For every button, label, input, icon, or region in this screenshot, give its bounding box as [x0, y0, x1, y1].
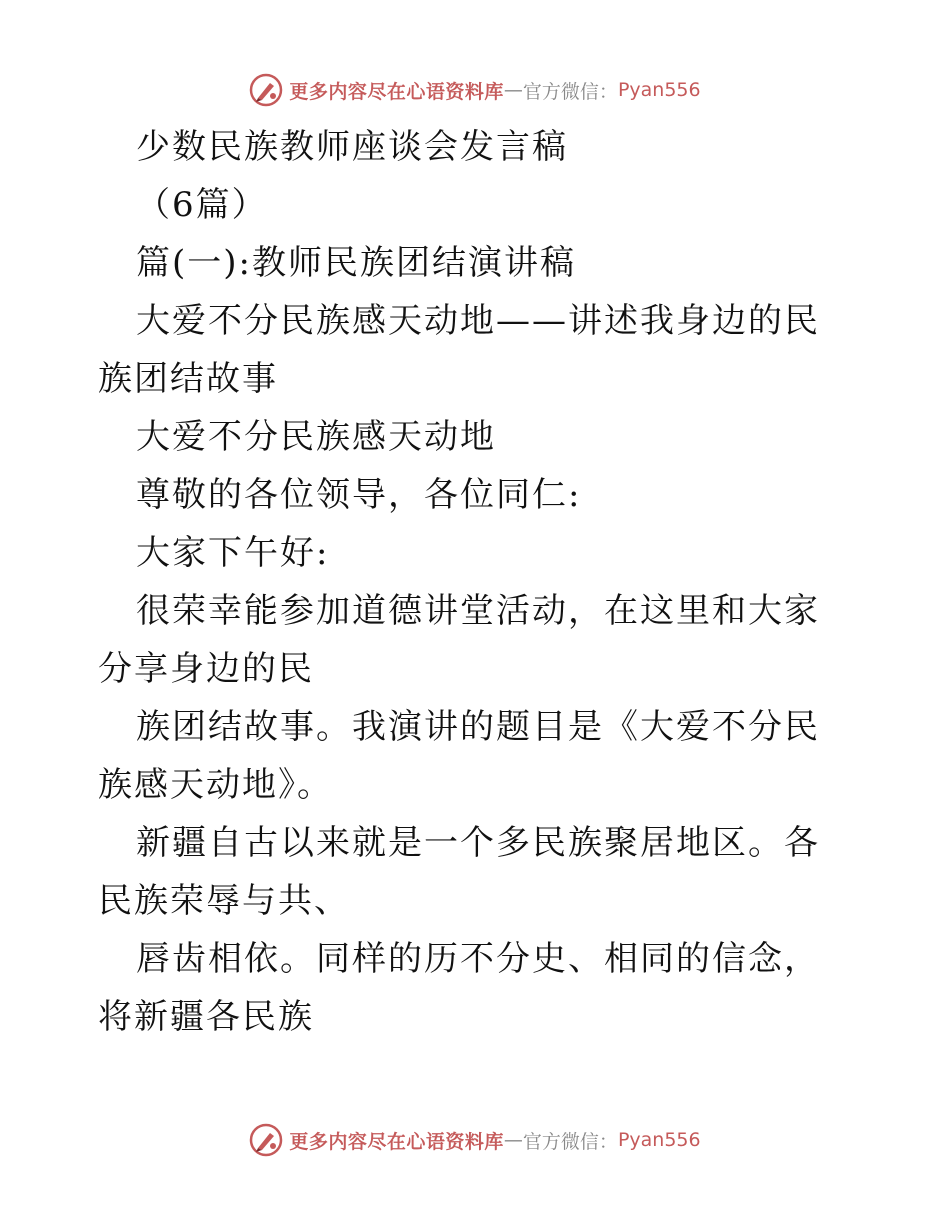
document-subtitle: （6篇）	[136, 185, 268, 225]
paragraph: 大爱不分民族感天动地——讲述我身边的民族团结故事	[98, 301, 820, 399]
banner-brand-text: 更多内容尽在心语资料库	[289, 1130, 504, 1153]
paragraph: 大家下午好:	[136, 533, 330, 573]
banner-brand-text: 更多内容尽在心语资料库	[289, 80, 504, 103]
section-heading: 篇(一):教师民族团结演讲稿	[136, 243, 576, 283]
document-body	[98, 118, 854, 1046]
footer-banner	[0, 1120, 950, 1160]
paragraph: 尊敬的各位领导，各位同仁:	[136, 475, 582, 515]
pen-logo-icon	[249, 1123, 283, 1157]
banner-wechat-id: Pyan556	[617, 1129, 701, 1151]
banner-separator: —	[503, 1129, 523, 1151]
banner-separator: —	[503, 79, 523, 101]
paragraph: 唇齿相依。同样的历不分史、相同的信念，将新疆各民族	[98, 939, 820, 1037]
banner-wechat-label: 官方微信：	[522, 1130, 618, 1153]
document-title: 少数民族教师座谈会发言稿	[136, 127, 568, 167]
header-banner	[0, 70, 950, 110]
pen-logo-icon	[249, 73, 283, 107]
banner-wechat-id: Pyan556	[617, 79, 701, 101]
paragraph: 新疆自古以来就是一个多民族聚居地区。各民族荣辱与共、	[98, 823, 820, 921]
paragraph: 族团结故事。我演讲的题目是《大爱不分民族感天动地》。	[98, 707, 820, 805]
paragraph: 很荣幸能参加道德讲堂活动，在这里和大家分享身边的民	[98, 591, 820, 689]
banner-wechat-label: 官方微信：	[522, 80, 618, 103]
paragraph: 大爱不分民族感天动地	[136, 417, 496, 457]
